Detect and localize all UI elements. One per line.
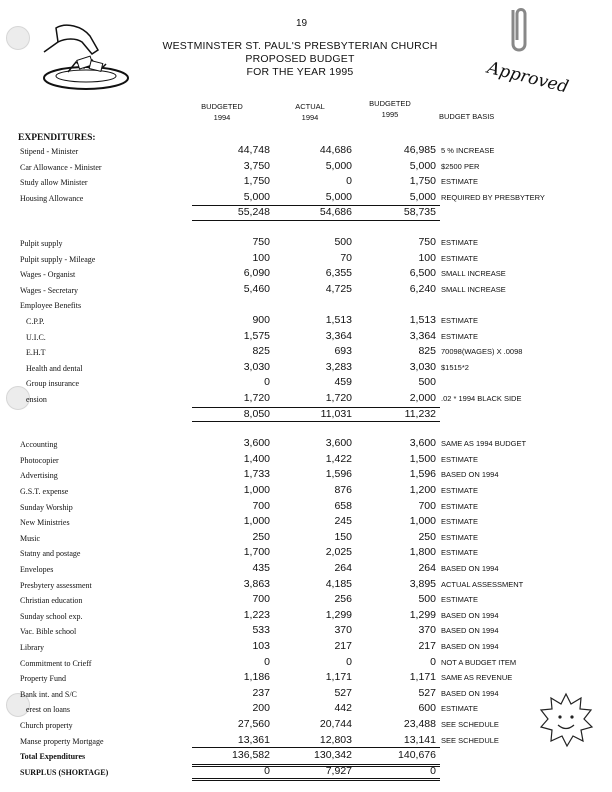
budget-basis: ESTIMATE bbox=[441, 238, 478, 247]
table-row bbox=[0, 330, 612, 342]
budgeted-1994-value: 0 bbox=[264, 764, 270, 777]
table-row bbox=[0, 593, 612, 605]
row-label: Group insurance bbox=[26, 379, 80, 389]
actual-1994-value: 150 bbox=[334, 530, 352, 543]
actual-1994-value: 245 bbox=[334, 515, 352, 528]
budgeted-1994-value: 1,000 bbox=[243, 515, 270, 528]
actual-1994-value: 3,364 bbox=[325, 329, 352, 342]
page-number: 19 bbox=[296, 18, 308, 29]
table-row bbox=[0, 267, 612, 279]
row-label: Sunday Worship bbox=[20, 502, 73, 512]
row-label: U.I.C. bbox=[26, 332, 46, 342]
budgeted-1994-value: 5,460 bbox=[243, 282, 270, 295]
row-label: Advertising bbox=[20, 471, 58, 481]
row-label: Wages - Organist bbox=[20, 270, 76, 280]
title-line: FOR THE YEAR 1995 bbox=[246, 66, 354, 78]
actual-1994-value: 3,283 bbox=[325, 360, 352, 373]
subtotal-budgeted-1995: 11,232 bbox=[404, 407, 436, 420]
table-row bbox=[0, 283, 612, 295]
budgeted-1994-value: 825 bbox=[252, 345, 270, 358]
budgeted-1994-value: 0 bbox=[264, 655, 270, 668]
row-label: Manse property Mortgage bbox=[20, 736, 104, 746]
actual-1994-value: 6,355 bbox=[325, 267, 352, 280]
budget-basis: SMALL INCREASE bbox=[441, 284, 506, 294]
budgeted-1995-value: 23,488 bbox=[403, 718, 436, 730]
budget-basis: 70098(WAGES) X .0098 bbox=[441, 347, 523, 357]
row-label: Christian education bbox=[20, 596, 83, 606]
budgeted-1994-value: 1,000 bbox=[243, 484, 270, 496]
budgeted-1994-value: 3,600 bbox=[243, 437, 270, 450]
column-header-actual-1994: ACTUAL 1994 bbox=[295, 102, 325, 122]
budgeted-1994-value: 700 bbox=[252, 499, 270, 512]
actual-1994-value: 370 bbox=[334, 624, 352, 637]
table-row bbox=[0, 531, 612, 543]
row-label: Commitment to Crieff bbox=[20, 658, 92, 668]
approved-stamp: Approved bbox=[485, 58, 571, 98]
budget-basis: SEE SCHEDULE bbox=[441, 720, 499, 729]
budgeted-1994-value: 136,582 bbox=[232, 749, 270, 762]
budgeted-1995-value: 0 bbox=[430, 764, 436, 777]
actual-1994-value: 459 bbox=[334, 376, 352, 389]
table-rule bbox=[192, 421, 440, 422]
budgeted-1995-value: 6,240 bbox=[409, 282, 436, 295]
budgeted-1995-value: 1,800 bbox=[409, 546, 436, 559]
table-row bbox=[0, 546, 612, 558]
punch-hole bbox=[6, 26, 30, 50]
table-rule bbox=[192, 747, 440, 748]
row-label: Total Expenditures bbox=[20, 752, 86, 762]
row-label: Stipend - Minister bbox=[20, 147, 79, 156]
budgeted-1994-value: 5,000 bbox=[243, 190, 270, 203]
offering-plate-illustration bbox=[36, 18, 136, 98]
actual-1994-value: 0 bbox=[346, 655, 352, 668]
budget-basis: ESTIMATE bbox=[441, 548, 478, 558]
budgeted-1995-value: 264 bbox=[418, 562, 436, 574]
budgeted-1995-value: 0 bbox=[430, 655, 436, 668]
budgeted-1995-value: 250 bbox=[418, 530, 436, 543]
budgeted-1994-value: 435 bbox=[252, 562, 270, 574]
budgeted-1994-value: 3,750 bbox=[243, 159, 270, 172]
budgeted-1994-value: 44,748 bbox=[237, 144, 270, 156]
table-row bbox=[0, 175, 612, 187]
budget-basis: ESTIMATE bbox=[441, 316, 478, 325]
actual-1994-value: 0 bbox=[346, 175, 352, 188]
budgeted-1995-value: 527 bbox=[418, 686, 436, 699]
budgeted-1994-value: 200 bbox=[252, 702, 270, 715]
budgeted-1994-value: 3,030 bbox=[243, 360, 270, 373]
budgeted-1994-value: 100 bbox=[252, 251, 270, 264]
actual-1994-value: 658 bbox=[334, 499, 352, 512]
budgeted-1994-value: 103 bbox=[252, 640, 270, 652]
budget-basis: SAME AS REVENUE bbox=[441, 673, 513, 683]
budgeted-1994-value: 1,720 bbox=[243, 392, 270, 404]
column-header-budget-basis: BUDGET BASIS bbox=[439, 112, 495, 121]
budgeted-1995-value: 3,895 bbox=[409, 577, 436, 590]
actual-1994-value: 1,720 bbox=[325, 392, 352, 404]
actual-1994-value: 1,299 bbox=[325, 608, 352, 621]
actual-1994-value: 130,342 bbox=[314, 749, 352, 762]
subtotal-row bbox=[0, 206, 612, 218]
table-row bbox=[0, 484, 612, 496]
budgeted-1995-value: 500 bbox=[418, 593, 436, 606]
budgeted-1995-value: 3,030 bbox=[409, 360, 436, 373]
budget-basis: ESTIMATE bbox=[441, 454, 478, 464]
budgeted-1994-value: 1,750 bbox=[243, 175, 270, 188]
paper-clip-icon bbox=[505, 6, 531, 56]
actual-1994-value: 5,000 bbox=[325, 159, 352, 172]
budgeted-1995-value: 750 bbox=[418, 236, 436, 248]
budget-basis: BASED ON 1994 bbox=[441, 610, 499, 620]
budget-basis: ESTIMATE bbox=[441, 331, 478, 341]
row-label: Vac. Bible school bbox=[20, 627, 77, 637]
title-line: PROPOSED BUDGET bbox=[245, 53, 355, 65]
table-rule bbox=[192, 220, 440, 221]
actual-1994-value: 44,686 bbox=[319, 144, 352, 156]
actual-1994-value: 1,422 bbox=[325, 452, 352, 465]
table-row bbox=[0, 515, 612, 527]
budget-basis: BASED ON 1994 bbox=[441, 564, 499, 573]
actual-1994-value: 70 bbox=[340, 251, 352, 264]
budget-basis: $1515*2 bbox=[441, 362, 469, 372]
row-label: Wages - Secretary bbox=[20, 285, 78, 295]
row-label: Pulpit supply bbox=[20, 239, 63, 248]
subtotal-budgeted-1994: 8,050 bbox=[243, 407, 270, 420]
row-label: Envelopes bbox=[20, 565, 54, 574]
table-row bbox=[0, 314, 612, 326]
budgeted-1995-value: 2,000 bbox=[409, 392, 436, 404]
row-label: Library bbox=[20, 643, 44, 652]
row-label: Church property bbox=[20, 721, 73, 730]
actual-1994-value: 5,000 bbox=[325, 190, 352, 203]
table-rule bbox=[192, 778, 440, 781]
budgeted-1994-value: 0 bbox=[264, 376, 270, 389]
table-row bbox=[0, 236, 612, 248]
subtotal-actual-1994: 11,031 bbox=[320, 407, 352, 420]
row-label: ension bbox=[26, 395, 47, 404]
budgeted-1995-value: 1,750 bbox=[409, 175, 436, 188]
subtotal-budgeted-1995: 58,735 bbox=[403, 206, 436, 219]
budgeted-1994-value: 1,400 bbox=[243, 452, 270, 465]
table-row bbox=[0, 687, 612, 699]
row-label: Presbytery assessment bbox=[20, 580, 92, 590]
table-row bbox=[0, 609, 612, 621]
budgeted-1994-value: 27,560 bbox=[237, 718, 270, 730]
budgeted-1995-value: 1,513 bbox=[409, 314, 436, 326]
budget-basis: BASED ON 1994 bbox=[441, 642, 499, 651]
budget-basis: ESTIMATE bbox=[441, 595, 478, 605]
budgeted-1994-value: 1,186 bbox=[243, 671, 270, 684]
total-row bbox=[0, 749, 612, 761]
budget-basis: SMALL INCREASE bbox=[441, 269, 506, 279]
row-label: Statny and postage bbox=[20, 549, 81, 559]
budget-basis: ESTIMATE bbox=[441, 177, 478, 187]
table-row bbox=[0, 392, 612, 404]
table-row bbox=[0, 361, 612, 373]
budgeted-1995-value: 100 bbox=[418, 251, 436, 264]
budget-basis: BASED ON 1994 bbox=[441, 688, 499, 698]
budget-basis: ESTIMATE bbox=[441, 501, 478, 511]
budgeted-1994-value: 1,575 bbox=[243, 329, 270, 342]
actual-1994-value: 442 bbox=[334, 702, 352, 715]
row-label: Car Allowance - Minister bbox=[20, 162, 102, 172]
table-row bbox=[0, 437, 612, 449]
budgeted-1994-value: 3,863 bbox=[243, 577, 270, 590]
table-row bbox=[0, 345, 612, 357]
title-line: WESTMINSTER ST. PAUL'S PRESBYTERIAN CHURCH bbox=[162, 40, 438, 52]
actual-1994-value: 12,803 bbox=[319, 733, 352, 746]
budget-basis: SEE SCHEDULE bbox=[441, 735, 499, 745]
budgeted-1994-value: 1,733 bbox=[243, 468, 270, 481]
actual-1994-value: 2,025 bbox=[325, 546, 352, 559]
budgeted-1994-value: 533 bbox=[252, 624, 270, 637]
budgeted-1995-value: 1,000 bbox=[409, 515, 436, 528]
budgeted-1995-value: 1,500 bbox=[409, 452, 436, 465]
table-row bbox=[0, 624, 612, 636]
budgeted-1995-value: 825 bbox=[418, 345, 436, 358]
expenditures-heading: EXPENDITURES: bbox=[18, 133, 96, 143]
table-row bbox=[0, 376, 612, 388]
budget-basis: ESTIMATE bbox=[441, 253, 478, 263]
budgeted-1995-value: 5,000 bbox=[409, 159, 436, 172]
budgeted-1995-value: 1,596 bbox=[409, 468, 436, 481]
row-label: Housing Allowance bbox=[20, 193, 84, 203]
actual-1994-value: 256 bbox=[334, 593, 352, 606]
row-label: Health and dental bbox=[26, 363, 83, 373]
actual-1994-value: 20,744 bbox=[319, 718, 352, 730]
budgeted-1995-value: 1,299 bbox=[409, 608, 436, 621]
row-label: Property Fund bbox=[20, 674, 66, 684]
budget-basis: ESTIMATE bbox=[441, 486, 478, 495]
budget-basis: ESTIMATE bbox=[441, 517, 478, 527]
budget-basis: 5 % INCREASE bbox=[441, 146, 495, 155]
actual-1994-value: 4,185 bbox=[325, 577, 352, 590]
budget-basis: ACTUAL ASSESSMENT bbox=[441, 579, 524, 589]
budgeted-1994-value: 250 bbox=[252, 530, 270, 543]
budget-basis: BASED ON 1994 bbox=[441, 626, 499, 636]
actual-1994-value: 1,513 bbox=[325, 314, 352, 326]
budgeted-1994-value: 1,223 bbox=[243, 608, 270, 621]
actual-1994-value: 4,725 bbox=[325, 282, 352, 295]
actual-1994-value: 264 bbox=[334, 562, 352, 574]
row-label: Accounting bbox=[20, 440, 58, 450]
column-header-budgeted-1994: BUDGETED 1994 bbox=[201, 102, 243, 122]
row-label: Music bbox=[20, 533, 40, 543]
column-header-budgeted-1995: BUDGETED 1995 bbox=[369, 99, 411, 119]
budgeted-1995-value: 700 bbox=[418, 499, 436, 512]
budgeted-1995-value: 46,985 bbox=[403, 144, 436, 156]
subtotal-budgeted-1994: 55,248 bbox=[237, 206, 270, 219]
table-row bbox=[0, 160, 612, 172]
row-label: C.P.P. bbox=[26, 317, 45, 326]
table-row bbox=[0, 562, 612, 574]
table-row bbox=[0, 578, 612, 590]
surplus-row bbox=[0, 765, 612, 777]
subtotal-actual-1994: 54,686 bbox=[319, 206, 352, 219]
budgeted-1995-value: 3,364 bbox=[409, 329, 436, 342]
budget-basis: SAME AS 1994 BUDGET bbox=[441, 439, 527, 449]
table-row bbox=[0, 500, 612, 512]
budgeted-1994-value: 13,361 bbox=[237, 733, 270, 746]
budgeted-1995-value: 6,500 bbox=[409, 267, 436, 280]
budgeted-1995-value: 370 bbox=[418, 624, 436, 637]
row-label: E.H.T bbox=[26, 348, 46, 358]
budget-basis: NOT A BUDGET ITEM bbox=[441, 657, 517, 667]
table-row bbox=[0, 718, 612, 730]
budgeted-1995-value: 3,600 bbox=[409, 437, 436, 450]
row-label: G.S.T. expense bbox=[20, 487, 69, 496]
actual-1994-value: 3,600 bbox=[325, 437, 352, 450]
table-row bbox=[0, 468, 612, 480]
actual-1994-value: 876 bbox=[334, 484, 352, 496]
row-label: Pulpit supply - Mileage bbox=[20, 254, 96, 264]
table-row bbox=[0, 191, 612, 203]
row-label: erest on loans bbox=[26, 705, 70, 715]
table-row bbox=[0, 656, 612, 668]
budget-basis: ESTIMATE bbox=[441, 532, 478, 542]
row-label: Bank int. and S/C bbox=[20, 689, 77, 699]
budgeted-1995-value: 140,676 bbox=[398, 749, 436, 762]
budgeted-1995-value: 1,200 bbox=[409, 484, 436, 496]
subtotal-row bbox=[0, 408, 612, 420]
table-row bbox=[0, 671, 612, 683]
row-label: Sunday school exp. bbox=[20, 611, 83, 621]
budget-basis: REQUIRED BY PRESBYTERY bbox=[441, 192, 545, 202]
table-row bbox=[0, 453, 612, 465]
table-row bbox=[0, 640, 612, 652]
budgeted-1995-value: 5,000 bbox=[409, 190, 436, 203]
budgeted-1994-value: 6,090 bbox=[243, 267, 270, 280]
document-title bbox=[130, 40, 470, 79]
row-label: New Ministries bbox=[20, 518, 70, 528]
budgeted-1995-value: 600 bbox=[418, 702, 436, 715]
budgeted-1995-value: 217 bbox=[418, 640, 436, 652]
row-label: Employee Benefits bbox=[20, 301, 82, 311]
actual-1994-value: 1,596 bbox=[325, 468, 352, 481]
budgeted-1994-value: 750 bbox=[252, 236, 270, 248]
row-label: Study allow Minister bbox=[20, 178, 88, 188]
budgeted-1994-value: 900 bbox=[252, 314, 270, 326]
row-label: SURPLUS (SHORTAGE) bbox=[20, 767, 109, 777]
table-row bbox=[0, 252, 612, 264]
table-row bbox=[0, 702, 612, 714]
budget-basis: BASED ON 1994 bbox=[441, 470, 499, 480]
actual-1994-value: 527 bbox=[334, 686, 352, 699]
actual-1994-value: 1,171 bbox=[325, 671, 352, 684]
budget-basis: $2500 PER bbox=[441, 161, 480, 171]
table-row bbox=[0, 144, 612, 156]
actual-1994-value: 500 bbox=[334, 236, 352, 248]
budgeted-1994-value: 1,700 bbox=[243, 546, 270, 559]
table-row bbox=[0, 734, 612, 746]
row-label: Photocopier bbox=[20, 455, 59, 465]
budget-basis: ESTIMATE bbox=[441, 704, 478, 714]
budget-basis: .02 * 1994 BLACK SIDE bbox=[441, 394, 522, 403]
smiling-sun-icon bbox=[536, 690, 596, 750]
actual-1994-value: 7,927 bbox=[325, 764, 352, 777]
budgeted-1995-value: 500 bbox=[418, 376, 436, 389]
actual-1994-value: 217 bbox=[334, 640, 352, 652]
budgeted-1994-value: 700 bbox=[252, 593, 270, 606]
actual-1994-value: 693 bbox=[334, 345, 352, 358]
table-row bbox=[0, 298, 612, 310]
budgeted-1995-value: 1,171 bbox=[409, 671, 436, 684]
budgeted-1994-value: 237 bbox=[252, 686, 270, 699]
budgeted-1995-value: 13,141 bbox=[403, 733, 436, 746]
